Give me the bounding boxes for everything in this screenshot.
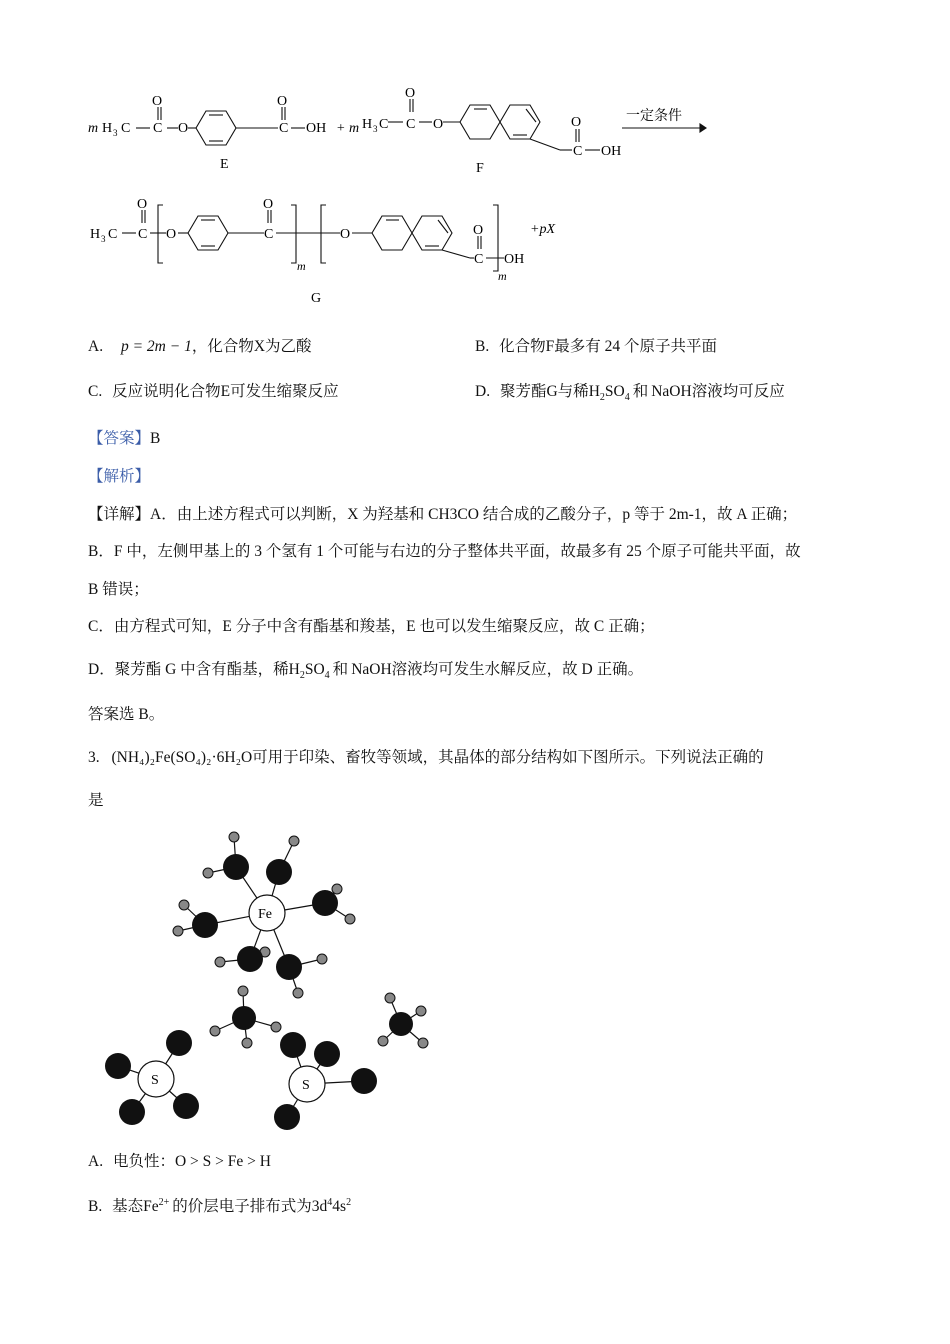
scheme-o4: O xyxy=(405,86,416,101)
scheme-m1: m xyxy=(88,121,99,136)
scheme-m2: m xyxy=(297,259,306,273)
scheme-oh2: OH xyxy=(601,144,622,159)
answer-line xyxy=(88,428,160,450)
option-q2-d: D. 聚芳酯G与稀$H_2SO_4$ 和 NaOH溶液均可反应 xyxy=(475,383,785,404)
scheme-oh3: OH xyxy=(504,252,525,267)
s-atom-label-1: S xyxy=(151,1073,159,1088)
scheme-c9: C xyxy=(264,227,274,242)
scheme-c7: C xyxy=(108,227,118,242)
scheme-o2: O xyxy=(178,121,189,136)
label-g: G xyxy=(311,291,322,306)
scheme-plus-m: + m xyxy=(336,121,360,136)
scheme-h3c-sub-3: 3 xyxy=(101,234,106,244)
question-3-line-2: 是 xyxy=(88,792,104,809)
option-q2-c: C. 反应说明化合物E可发生缩聚反应 xyxy=(88,383,339,400)
scheme-o8: O xyxy=(166,227,177,242)
scheme-c8: C xyxy=(138,227,148,242)
scheme-m3: m xyxy=(498,269,507,283)
analysis-line-1: 【详解】A．由上述方程式可以判断，X 为羟基和 CH3CO 结合成的乙酸分子，p 等于 2m-1，故 A 正确； xyxy=(88,506,798,523)
scheme-h3c-3: H xyxy=(90,227,101,242)
analysis-line-6: 答案选 B。 xyxy=(88,706,165,723)
scheme-h3c-1: H xyxy=(102,121,113,136)
option-q2-b: B. 化合物F最多有 24 个原子共平面 xyxy=(475,338,717,355)
option-q3-a: A. 电负性：O > S > Fe > H xyxy=(88,1153,271,1170)
scheme-h3c-sub-1: 3 xyxy=(113,128,118,138)
scheme-o11: O xyxy=(473,223,484,238)
reaction-scheme xyxy=(0,0,950,320)
label-e: E xyxy=(220,157,229,172)
scheme-c5: C xyxy=(406,117,416,132)
analysis-line-4: C．由方程式可知，E 分子中含有酯基和羧基，E 也可以发生缩聚反应，故 C 正确； xyxy=(88,618,655,635)
analysis-line-5: D．聚芳酯 G 中含有酯基，稀$H_2SO_4$ 和 NaOH溶液均可发生水解反应，故 D 正确。 xyxy=(88,661,644,682)
scheme-o3: O xyxy=(277,94,288,109)
answer-label: 【答案】 xyxy=(88,430,151,447)
scheme-c1: C xyxy=(121,121,131,136)
detail-label: 【详解】 xyxy=(88,506,151,523)
scheme-px: +pX xyxy=(530,222,555,237)
analysis-line-2: B．F 中，左侧甲基上的 3 个氢有 1 个可能与右边的分子整体共平面，故最多有 25 个原子可能共平面，故 xyxy=(88,543,801,560)
electronegativity-order: O > S > Fe > H xyxy=(174,1153,271,1170)
scheme-o5: O xyxy=(433,117,444,132)
scheme-c10: C xyxy=(474,252,484,267)
analysis-label: 【解析】 xyxy=(88,468,151,485)
analysis-label-line xyxy=(88,466,150,488)
answer-value: B xyxy=(150,430,161,447)
question-3-number: 3. xyxy=(88,749,100,766)
scheme-c4: C xyxy=(379,117,389,132)
scheme-h3c-2: H xyxy=(362,117,373,132)
formula-p: p = 2m − 1 xyxy=(120,338,192,355)
reaction-condition: 一定条件 xyxy=(626,109,682,124)
question-3-line-1: 3. (NH₄)₂Fe(SO₄)₂·6H₂O可用于印染、畜牧等领域，其晶体的部分结构如下图所示。下列说法正确的 xyxy=(88,749,764,766)
scheme-o1: O xyxy=(152,94,163,109)
analysis-line-3: B 错误； xyxy=(88,581,149,598)
scheme-o7: O xyxy=(137,197,148,212)
s-atom-label-2: S xyxy=(302,1078,310,1093)
option-q3-b: B. 基态$Fe^{2+}$ 的价层电子排布式为$3d^44s^2$ xyxy=(88,1196,352,1215)
scheme-o9: O xyxy=(263,197,274,212)
scheme-c6: C xyxy=(573,144,583,159)
scheme-c3: C xyxy=(279,121,289,136)
label-f: F xyxy=(476,161,484,176)
crystal-structure-figure xyxy=(90,825,490,1145)
scheme-o10: O xyxy=(340,227,351,242)
scheme-h3c-sub-2: 3 xyxy=(373,124,378,134)
scheme-o6: O xyxy=(571,115,582,130)
fe-atom-label: Fe xyxy=(258,907,272,922)
question-3-formula: (NH₄)₂Fe(SO₄)₂·6H₂O xyxy=(111,749,253,766)
option-q2-a: A. p = 2m − 1，化合物X为乙酸 xyxy=(88,338,312,355)
scheme-oh1: OH xyxy=(306,121,327,136)
scheme-c2: C xyxy=(153,121,163,136)
